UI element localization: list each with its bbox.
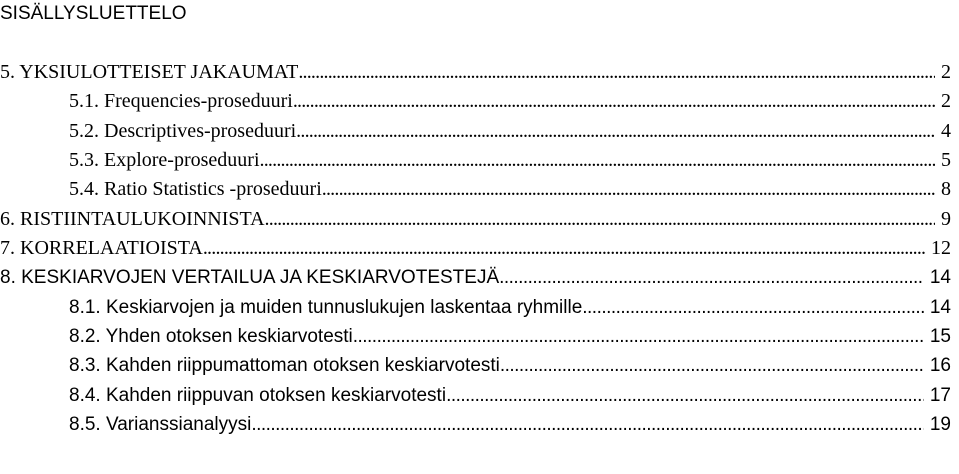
toc-entry[interactable] [0, 322, 951, 351]
toc-entry-page: 8 [941, 178, 951, 201]
toc-entry-label: 8. KESKIARVOJEN VERTAILUA JA KESKIARVOTESTEJÄ [0, 267, 500, 289]
dot-leader [353, 322, 924, 351]
toc-entry[interactable] [0, 351, 951, 380]
dot-leader [322, 175, 935, 204]
dot-leader [446, 381, 924, 410]
toc-entry-page: 2 [941, 90, 951, 113]
dot-leader [203, 234, 925, 263]
toc-entry-page: 16 [929, 355, 951, 377]
toc-entry-page: 14 [929, 267, 951, 289]
toc-entry-label: 8.1. Keskiarvojen ja muiden tunnuslukujen laskentaa ryhmille [69, 296, 583, 318]
toc-entry[interactable] [0, 410, 951, 439]
toc-entry-page: 9 [941, 207, 951, 230]
toc-entry[interactable] [0, 117, 951, 146]
toc-entry-label: 8.4. Kahden riippuvan otoksen keskiarvotesti [69, 384, 447, 406]
toc-entry-page: 17 [929, 384, 951, 406]
dot-leader [500, 351, 924, 380]
toc-entry-page: 2 [941, 61, 951, 83]
toc-title: SISÄLLYSLUETTELO [0, 3, 187, 24]
dot-leader [296, 117, 935, 146]
dot-leader [499, 263, 924, 292]
dot-leader [582, 293, 924, 322]
table-of-contents [0, 58, 951, 439]
toc-entry-label: 5.3. Explore-proseduuri [69, 149, 260, 172]
toc-entry-label: 6. RISTIINTAULUKOINNISTA [0, 207, 265, 230]
dot-leader [260, 146, 935, 175]
toc-entry-label: 8.5. Varianssianalyysi [69, 414, 252, 436]
toc-entry-label: 5.4. Ratio Statistics -proseduuri [69, 178, 322, 201]
dot-leader [298, 58, 935, 87]
toc-entry[interactable] [0, 87, 951, 116]
dot-leader [265, 205, 935, 234]
toc-entry[interactable] [0, 263, 951, 292]
toc-entry[interactable] [0, 381, 951, 410]
toc-entry-label: 5.2. Descriptives-proseduuri [69, 119, 297, 142]
toc-entry-page: 15 [929, 326, 951, 348]
toc-entry-page: 5 [941, 149, 951, 172]
toc-entry[interactable] [0, 205, 951, 234]
toc-entry-label: 7. KORRELAATIOISTA [0, 237, 203, 260]
dot-leader [293, 87, 935, 116]
toc-entry[interactable] [0, 293, 951, 322]
toc-entry-page: 14 [929, 296, 951, 318]
toc-entry-label: 8.2. Yhden otoksen keskiarvotesti [69, 326, 353, 348]
toc-entry-label: 5.1. Frequencies-proseduuri [69, 90, 293, 113]
toc-entry[interactable] [0, 175, 951, 204]
toc-entry[interactable] [0, 146, 951, 175]
toc-entry-label: 8.3. Kahden riippumattoman otoksen keskiarvotesti [69, 355, 500, 377]
toc-entry-page: 12 [931, 237, 951, 260]
toc-entry-label: 5. YKSIULOTTEISET JAKAUMAT [0, 61, 299, 83]
toc-entry[interactable] [0, 58, 951, 87]
dot-leader [251, 410, 924, 439]
toc-entry-page: 4 [941, 119, 951, 142]
toc-entry-page: 19 [929, 414, 951, 436]
toc-entry[interactable] [0, 234, 951, 263]
